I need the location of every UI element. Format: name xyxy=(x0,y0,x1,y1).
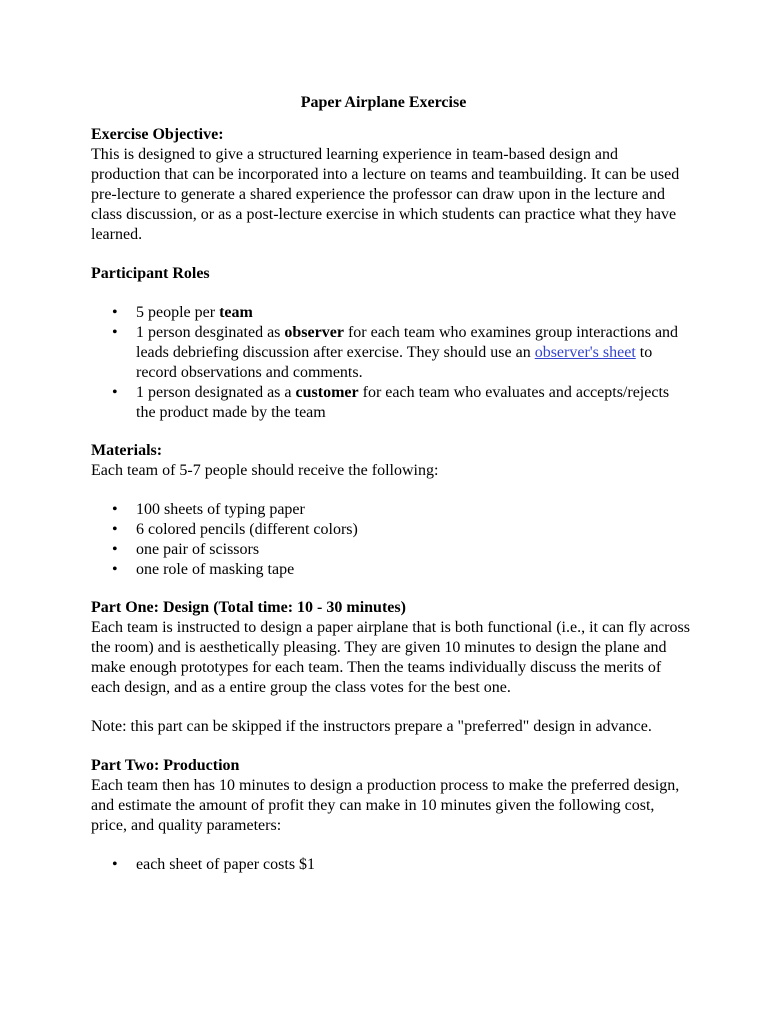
list-item xyxy=(91,323,691,383)
role-item-text: 1 person desginated as xyxy=(136,324,285,341)
materials-list xyxy=(91,500,691,580)
materials-section xyxy=(91,441,691,580)
part-one-section xyxy=(91,598,691,737)
role-item-bold: observer xyxy=(284,324,344,341)
role-item-text: for each team who examines group interactions and leads debriefing discussion after exercise. They should use an xyxy=(136,324,679,361)
list-item: • each sheet of paper costs $1 xyxy=(91,855,691,875)
part-one-note: Note: this part can be skipped if the instructors prepare a "preferred" design in advance. xyxy=(91,718,652,735)
role-item-bold: customer xyxy=(295,384,359,401)
objective-heading: Exercise Objective: xyxy=(91,126,224,143)
document-title: Paper Airplane Exercise xyxy=(300,94,467,111)
roles-heading: Participant Roles xyxy=(91,265,210,282)
list-item xyxy=(91,383,691,423)
materials-heading: Materials: xyxy=(91,442,163,459)
list-item: • one role of masking tape xyxy=(91,560,691,580)
list-item: • 100 sheets of typing paper xyxy=(91,500,691,520)
part-two-list xyxy=(91,855,691,875)
objective-text: This is designed to give a structured learning experience in team-based design and production that can be incorporated into a lecture on teams and teambuilding. It can be used pre-lecture to generate a shared experience the professor can draw upon in the lecture and class discussion, or as a post-lecture exercise in which students can practice what they have learned. xyxy=(91,146,680,243)
role-item-bold: team xyxy=(219,304,253,321)
roles-list xyxy=(91,303,691,423)
part-two-text: Each team then has 10 minutes to design a production process to make the preferred design, and estimate the amount of profit they can make in 10 minutes given the following cost, price, and quality parameters: xyxy=(91,777,680,834)
document-page xyxy=(91,93,691,875)
materials-intro: Each team of 5-7 people should receive the following: xyxy=(91,462,439,479)
role-item-text: 1 person designated as a xyxy=(136,384,296,401)
role-item-text: 5 people per xyxy=(136,304,220,321)
list-item: • one pair of scissors xyxy=(91,540,691,560)
list-item xyxy=(91,303,691,323)
part-one-text: Each team is instructed to design a paper airplane that is both functional (i.e., it can fly across the room) and is aesthetically pleasing. They are given 10 minutes to design the plane and make enough prototypes for each team. Then the teams individually discuss the merits of each design, and as a entire group the class votes for the best one. xyxy=(91,619,690,696)
part-one-heading: Part One: Design (Total time: 10 - 30 minutes) xyxy=(91,599,406,616)
role-item-text: to record observations and comments. xyxy=(136,344,653,381)
part-two-heading: Part Two: Production xyxy=(91,757,240,774)
observer-sheet-link[interactable]: observer's sheet xyxy=(534,344,636,361)
role-item-text: for each team who evaluates and accepts/rejects the product made by the team xyxy=(136,384,670,421)
list-item: • 6 colored pencils (different colors) xyxy=(91,520,691,540)
objective-section xyxy=(91,125,691,245)
roles-section xyxy=(91,264,691,423)
part-two-section xyxy=(91,756,691,875)
